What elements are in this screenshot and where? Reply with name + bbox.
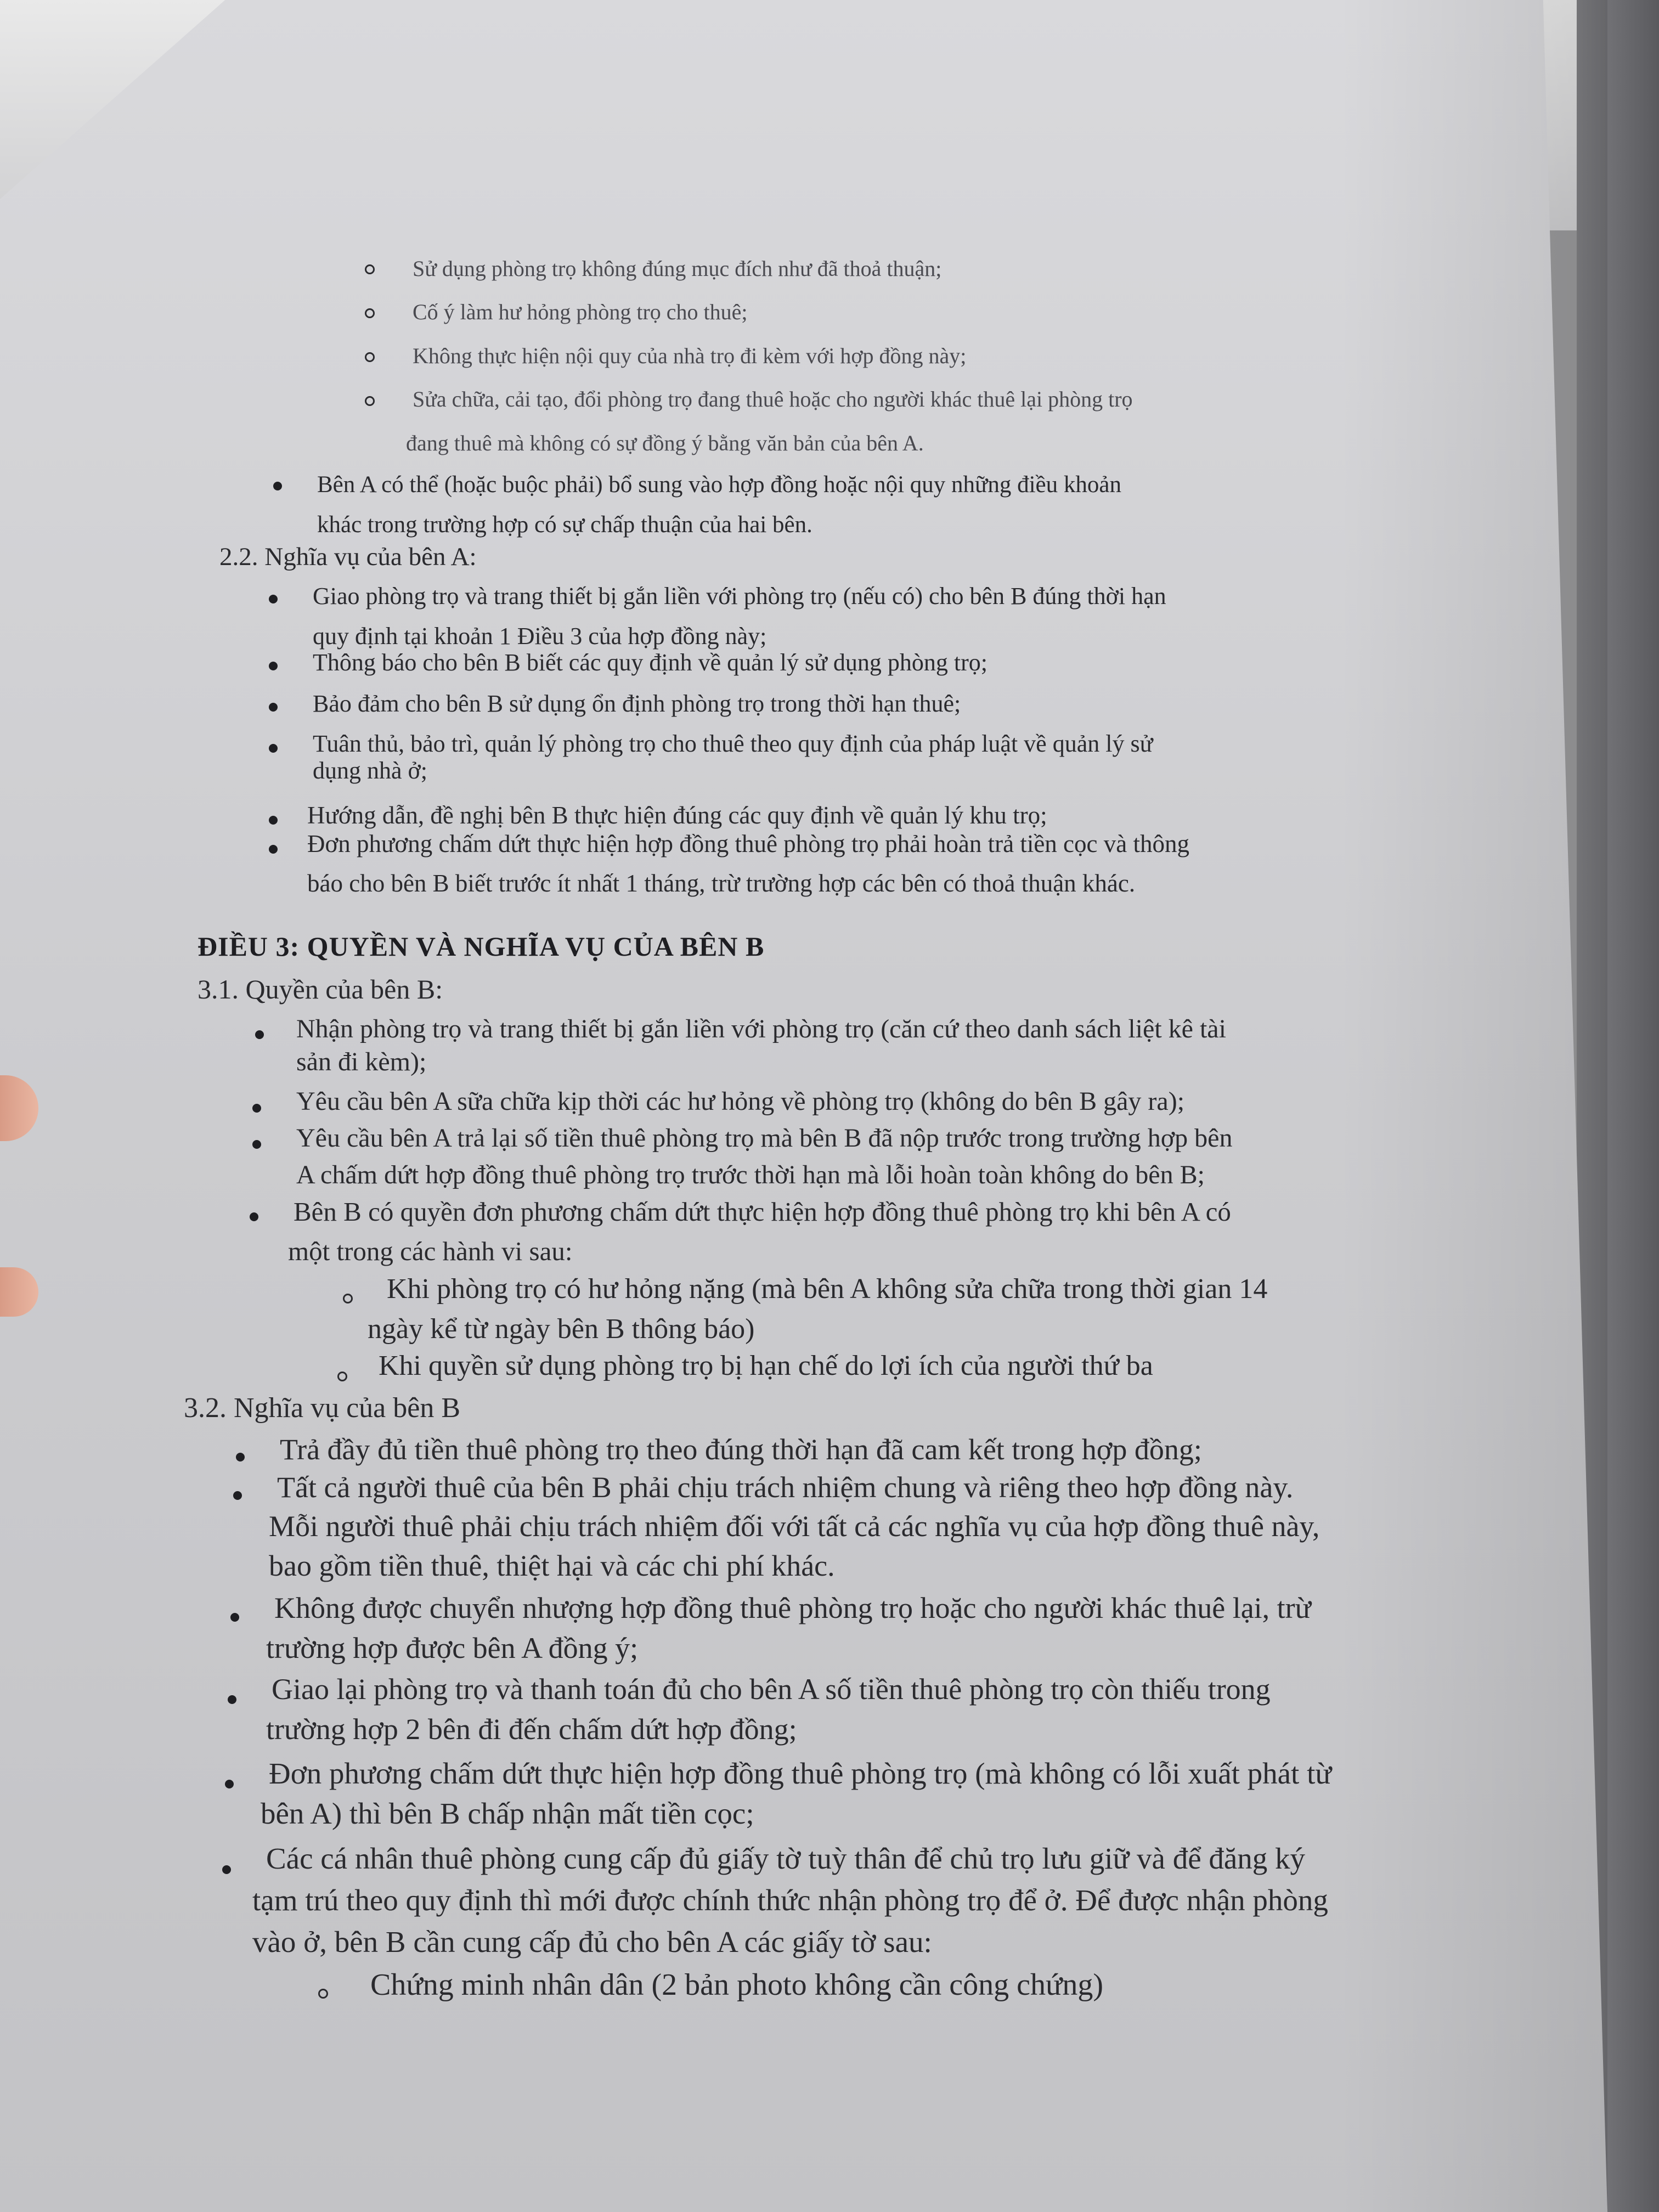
article-3-heading: ĐIỀU 3: QUYỀN VÀ NGHĨA VỤ CỦA BÊN B xyxy=(198,931,765,962)
body-line: Trả đầy đủ tiền thuê phòng trọ theo đúng thời hạn đã cam kết trong hợp đồng; xyxy=(280,1433,1202,1466)
body-line: Tất cả người thuê của bên B phải chịu trách nhiệm chung và riêng theo hợp đồng này. xyxy=(277,1471,1294,1504)
dot-bullet xyxy=(269,595,278,603)
circle-bullet xyxy=(365,308,375,318)
body-line: dụng nhà ở; xyxy=(313,757,428,784)
subitem-line: đang thuê mà không có sự đồng ý bằng văn bản của bên A. xyxy=(406,431,924,455)
body-line: bao gồm tiền thuê, thiệt hại và các chi phí khác. xyxy=(269,1549,835,1582)
dot-bullet xyxy=(255,1030,264,1039)
circle-bullet xyxy=(343,1294,353,1304)
subitem-line: Sử dụng phòng trọ không đúng mục đích như đã thoả thuận; xyxy=(413,256,942,281)
dot-bullet xyxy=(225,1780,234,1788)
sub-line: Chứng minh nhân dân (2 bản photo không cần công chứng) xyxy=(370,1968,1104,2002)
dot-bullet xyxy=(252,1104,261,1113)
body-line: một trong các hành vi sau: xyxy=(288,1236,573,1266)
circle-bullet xyxy=(318,1989,328,1999)
sub-line: Khi phòng trọ có hư hỏng nặng (mà bên A không sửa chữa trong thời gian 14 xyxy=(387,1273,1268,1305)
circle-bullet xyxy=(365,396,375,406)
section-3-1-title: 3.1. Quyền của bên B: xyxy=(198,974,443,1005)
body-line: trường hợp được bên A đồng ý; xyxy=(266,1632,639,1664)
body-line: Không được chuyển nhượng hợp đồng thuê phòng trọ hoặc cho người khác thuê lại, trừ xyxy=(274,1592,1311,1624)
dot-bullet xyxy=(233,1491,242,1500)
dot-bullet xyxy=(269,845,278,854)
body-line: Mỗi người thuê phải chịu trách nhiệm đối với tất cả các nghĩa vụ của hợp đồng thuê này, xyxy=(269,1510,1320,1543)
sub-line: Khi quyền sử dụng phòng trọ bị hạn chế do lợi ích của người thứ ba xyxy=(379,1350,1153,1381)
body-line: Yêu cầu bên A trả lại số tiền thuê phòng trọ mà bên B đã nộp trước trong trường hợp bên xyxy=(296,1124,1233,1153)
body-line: Yêu cầu bên A sữa chữa kịp thời các hư hỏng về phòng trọ (không do bên B gây ra); xyxy=(296,1087,1185,1116)
body-line: báo cho bên B biết trước ít nhất 1 tháng, trừ trường hợp các bên có thoả thuận khác. xyxy=(307,870,1136,897)
body-line: Đơn phương chấm dứt thực hiện hợp đồng thuê phòng trọ phải hoàn trả tiền cọc và thông xyxy=(307,830,1189,857)
subitem-line: Không thực hiện nội quy của nhà trọ đi kèm với hợp đồng này; xyxy=(413,343,967,368)
body-line: Thông báo cho bên B biết các quy định về quản lý sử dụng phòng trọ; xyxy=(313,649,988,676)
dot-bullet xyxy=(269,662,278,670)
body-line: Giao phòng trọ và trang thiết bị gắn liền với phòng trọ (nếu có) cho bên B đúng thời hạn xyxy=(313,583,1166,610)
body-line: Các cá nhân thuê phòng cung cấp đủ giấy tờ tuỳ thân để chủ trọ lưu giữ và để đăng ký xyxy=(266,1842,1306,1875)
dot-bullet xyxy=(230,1613,239,1622)
dot-bullet xyxy=(228,1695,236,1704)
sub-line: ngày kể từ ngày bên B thông báo) xyxy=(368,1313,755,1345)
body-line: vào ở, bên B cần cung cấp đủ cho bên A các giấy tờ sau: xyxy=(252,1925,932,1959)
body-line: Đơn phương chấm dứt thực hiện hợp đồng thuê phòng trọ (mà không có lỗi xuất phát từ xyxy=(269,1757,1332,1790)
section-3-2-title: 3.2. Nghĩa vụ của bên B xyxy=(184,1392,461,1424)
body-line: Bên A có thể (hoặc buộc phải) bổ sung vào hợp đồng hoặc nội quy những điều khoản xyxy=(317,472,1121,498)
dot-bullet xyxy=(269,703,278,712)
dot-bullet xyxy=(269,744,278,753)
subitem-line: Sửa chữa, cải tạo, đổi phòng trọ đang thuê hoặc cho người khác thuê lại phòng trọ xyxy=(413,387,1133,411)
body-line: Bảo đảm cho bên B sử dụng ổn định phòng trọ trong thời hạn thuê; xyxy=(313,690,961,717)
subitem-line: Cố ý làm hư hỏng phòng trọ cho thuê; xyxy=(413,300,748,324)
body-line: Bên B có quyền đơn phương chấm dứt thực hiện hợp đồng thuê phòng trọ khi bên A có xyxy=(294,1197,1231,1227)
circle-bullet xyxy=(337,1372,347,1381)
body-line: Tuân thủ, bảo trì, quản lý phòng trọ cho thuê theo quy định của pháp luật về quản lý sử xyxy=(313,730,1153,757)
body-line: khác trong trường hợp có sự chấp thuận của hai bên. xyxy=(317,512,812,538)
body-line: tạm trú theo quy định thì mới được chính thức nhận phòng trọ để ở. Để được nhận phòng xyxy=(252,1883,1328,1917)
dot-bullet xyxy=(250,1212,258,1221)
circle-bullet xyxy=(365,264,375,274)
dot-bullet xyxy=(252,1140,261,1149)
circle-bullet xyxy=(365,352,375,362)
body-line: Hướng dẫn, đề nghị bên B thực hiện đúng các quy định về quản lý khu trọ; xyxy=(307,802,1047,829)
body-line: A chấm dứt hợp đồng thuê phòng trọ trước thời hạn mà lỗi hoàn toàn không do bên B; xyxy=(296,1160,1205,1189)
section-2-2-title: 2.2. Nghĩa vụ của bên A: xyxy=(219,543,477,571)
dot-bullet xyxy=(236,1453,245,1462)
body-line: Nhận phòng trọ và trang thiết bị gắn liền với phòng trọ (căn cứ theo danh sách liệt kê tài xyxy=(296,1014,1226,1043)
body-line: sản đi kèm); xyxy=(296,1047,427,1076)
dot-bullet xyxy=(273,482,282,490)
body-line: quy định tại khoản 1 Điều 3 của hợp đồng này; xyxy=(313,623,767,650)
dot-bullet xyxy=(222,1865,231,1874)
dot-bullet xyxy=(269,816,278,825)
body-line: Giao lại phòng trọ và thanh toán đủ cho bên A số tiền thuê phòng trọ còn thiếu trong xyxy=(272,1673,1271,1706)
body-line: bên A) thì bên B chấp nhận mất tiền cọc; xyxy=(261,1797,754,1830)
body-line: trường hợp 2 bên đi đến chấm dứt hợp đồng; xyxy=(266,1713,797,1746)
